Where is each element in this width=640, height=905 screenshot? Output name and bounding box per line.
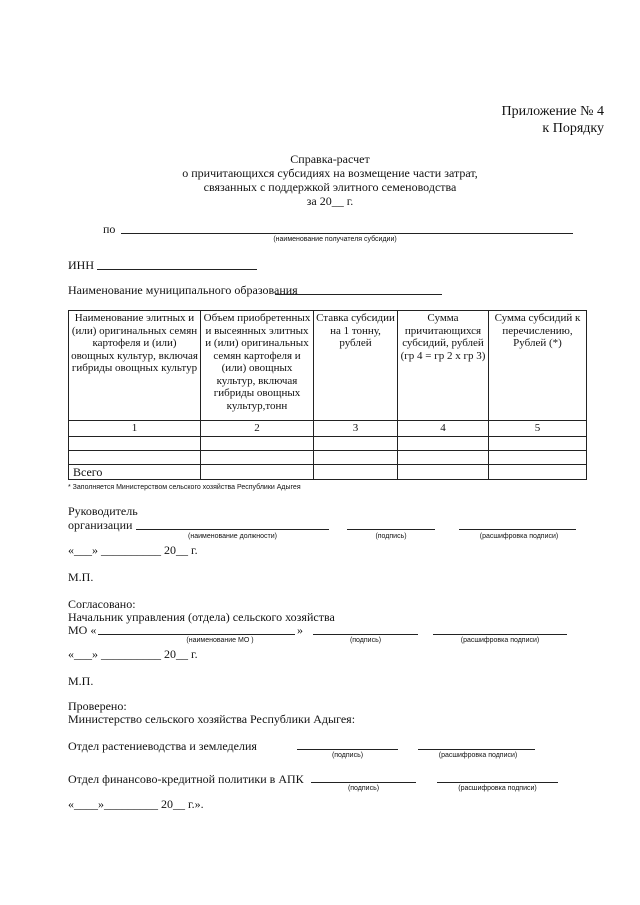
agreed-signature-hint: (подпись) [349, 637, 382, 644]
head-label-1: Руководитель [68, 504, 138, 518]
dept-crops-label: Отдел растениеводства и земледелия [68, 739, 257, 753]
head-signature-line[interactable] [347, 529, 435, 530]
head-position-line[interactable] [136, 529, 329, 530]
table-footnote: * Заполняется Министерством сельского хозяйства Республики Адыгея [68, 484, 301, 491]
table-cell[interactable] [69, 436, 201, 450]
appendix-reference: к Порядку [542, 121, 604, 136]
recipient-label: по [103, 222, 116, 236]
table-cell[interactable] [314, 464, 398, 480]
table-cell[interactable] [314, 450, 398, 464]
agreed-signature-line[interactable] [313, 634, 418, 635]
table-cell[interactable] [201, 450, 314, 464]
header-col-2: Объем приобретенных и высеянных элитных и (или) оригинальных семян картофеля и (или) овощных культур, включая гибриды овощных культур,тонн [201, 311, 314, 421]
total-label: Всего [69, 464, 201, 480]
head-stamp-mark: М.П. [68, 570, 94, 584]
header-col-3: Ставка субсидии на 1 тонну, рублей [314, 311, 398, 421]
dept-crops-decode-hint: (расшифровка подписи) [438, 752, 518, 759]
header-col-5: Сумма субсидий к перечислению, Рублей (*) [489, 311, 587, 421]
title-line-4: за 20__ г. [306, 194, 354, 208]
head-label-2: организации [68, 518, 133, 532]
dept-finance-decode-hint: (расшифровка подписи) [458, 785, 537, 792]
dept-crops-signature-line[interactable] [297, 749, 398, 750]
col-number-4: 4 [398, 421, 489, 437]
col-number-2: 2 [201, 421, 314, 437]
mo-prefix: МО « [68, 623, 97, 637]
head-position-hint: (наименование должности) [188, 533, 277, 540]
header-col-1: Наименование элитных и (или) оригинальных семян картофеля и (или) овощных культур, включая гибриды овощных культур [69, 311, 201, 421]
table-cell[interactable] [201, 436, 314, 450]
appendix-number: Приложение № 4 [501, 104, 604, 119]
municipality-label: Наименование муниципального образования [68, 283, 298, 297]
table-cell[interactable] [314, 436, 398, 450]
agreed-label: Согласовано: [68, 597, 136, 611]
total-row [69, 464, 587, 480]
table-row [69, 450, 587, 464]
head-decode-line[interactable] [459, 529, 576, 530]
table-cell[interactable] [201, 464, 314, 480]
dept-finance-label: Отдел финансово-кредитной политики в АПК [68, 772, 304, 786]
dept-crops-decode-line[interactable] [418, 749, 535, 750]
table-cell[interactable] [489, 464, 587, 480]
head-date[interactable]: «___» __________ 20__ г. [68, 543, 198, 557]
agreed-date[interactable]: «___» __________ 20__ г. [68, 647, 198, 661]
head-signature-hint: (подпись) [375, 533, 407, 540]
subsidy-table [68, 310, 587, 480]
table-cell[interactable] [398, 436, 489, 450]
title-line-2: о причитающихся субсидиях на возмещение части затрат, [182, 166, 478, 180]
dept-finance-signature-line[interactable] [311, 782, 416, 783]
col-number-1: 1 [69, 421, 201, 437]
dept-finance-decode-line[interactable] [437, 782, 558, 783]
recipient-input-line[interactable] [121, 233, 573, 234]
col-number-3: 3 [314, 421, 398, 437]
inn-input-line[interactable] [97, 269, 257, 270]
agreed-decode-line[interactable] [433, 634, 567, 635]
dept-finance-signature-hint: (подпись) [347, 785, 380, 792]
inn-label: ИНН [68, 258, 94, 272]
table-cell[interactable] [69, 450, 201, 464]
table-cell[interactable] [398, 450, 489, 464]
title-line-1: Справка-расчет [290, 152, 370, 166]
agreed-stamp-mark: М.П. [68, 674, 94, 688]
table-cell[interactable] [489, 450, 587, 464]
header-col-4: Сумма причитающихся субсидий, рублей (гр 4 = гр 2 х гр 3) [398, 311, 489, 421]
agreed-position: Начальник управления (отдела) сельского хозяйства [68, 610, 335, 624]
head-decode-hint: (расшифровка подписи) [479, 533, 559, 540]
checked-label: Проверено: [68, 699, 127, 713]
mo-suffix: » [297, 623, 303, 637]
col-number-5: 5 [489, 421, 587, 437]
table-row [69, 436, 587, 450]
mo-hint: (наименование МО ) [186, 637, 254, 644]
table-cell[interactable] [398, 464, 489, 480]
mo-name-line[interactable] [98, 634, 295, 635]
municipality-input-line[interactable] [275, 294, 442, 295]
agreed-decode-hint: (расшифровка подписи) [460, 637, 540, 644]
checked-date[interactable]: «____»_________ 20__ г.». [68, 797, 204, 811]
ministry-name: Министерство сельского хозяйства Республики Адыгея: [68, 712, 356, 726]
dept-crops-signature-hint: (подпись) [331, 752, 364, 759]
title-line-3: связанных с поддержкой элитного семеноводства [203, 180, 457, 194]
table-cell[interactable] [489, 436, 587, 450]
recipient-hint: (наименование получателя субсидии) [273, 236, 397, 243]
